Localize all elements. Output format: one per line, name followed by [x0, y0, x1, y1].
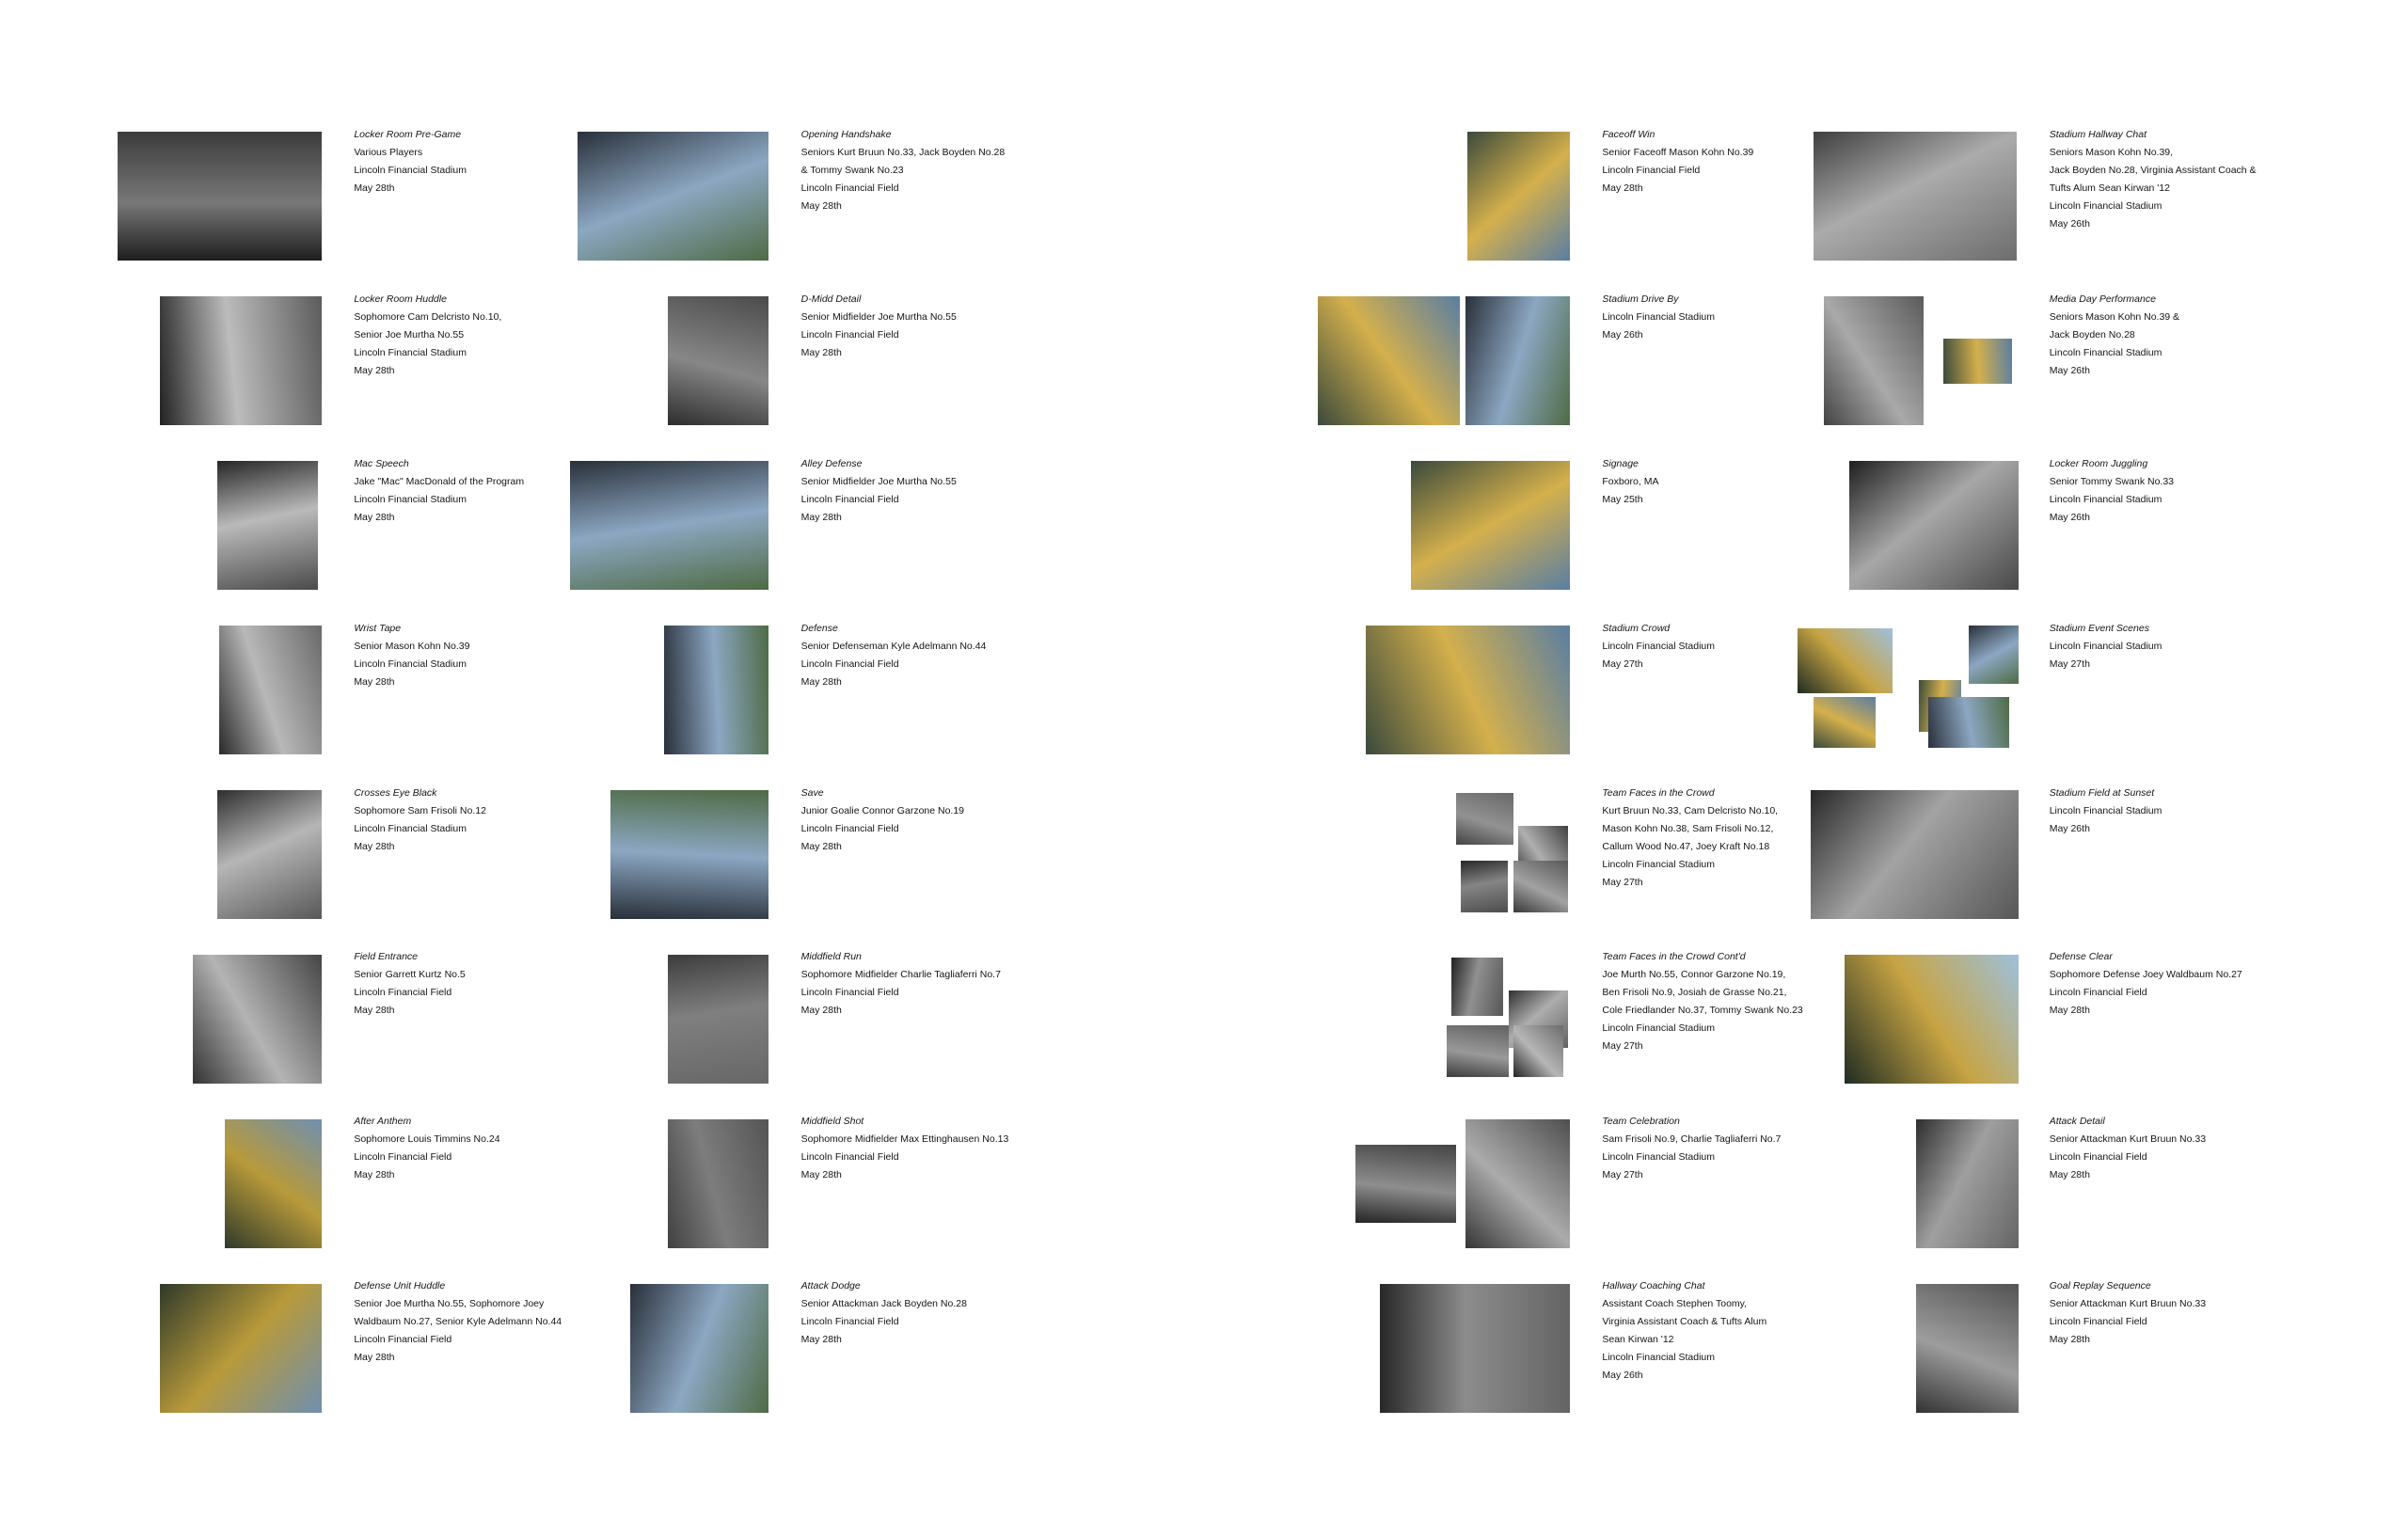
caption-title: Locker Room Pre-Game	[354, 128, 462, 140]
photo-thumbnail	[668, 955, 768, 1084]
caption-line: Seniors Kurt Bruun No.33, Jack Boyden No.28	[800, 146, 1006, 158]
photo-caption	[1602, 784, 1818, 892]
photo-thumbnail	[1814, 697, 1876, 749]
caption-line: May 28th	[354, 1169, 395, 1181]
caption-line: May 28th	[800, 1169, 842, 1181]
caption-line: Lincoln Financial Stadium	[1602, 1352, 1716, 1364]
photo-thumbnail	[1467, 132, 1570, 261]
caption-line: May 28th	[800, 1005, 842, 1017]
caption-line: May 27th	[1602, 876, 1643, 888]
caption-line: Senior Joe Murtha No.55, Sophomore Joey	[354, 1298, 545, 1310]
photo-caption	[2050, 784, 2266, 838]
caption-line: May 28th	[354, 182, 395, 194]
caption-title: Field Entrance	[354, 951, 419, 963]
caption-title: Defense Unit Huddle	[354, 1280, 446, 1292]
photo-thumbnail	[570, 461, 768, 590]
photo-caption	[1602, 1277, 1818, 1385]
caption-title: Defense	[800, 622, 838, 634]
caption-line: Lincoln Financial Field	[800, 328, 899, 341]
caption-title: Stadium Event Scenes	[2049, 622, 2149, 634]
photo-thumbnail	[668, 1119, 768, 1248]
caption-line: May 28th	[354, 1352, 395, 1364]
caption-title: D-Midd Detail	[800, 293, 862, 305]
caption-line: Sophomore Louis Timmins No.24	[354, 1133, 500, 1146]
photo-thumbnail	[1811, 790, 2019, 919]
caption-line: Lincoln Financial Field	[800, 1316, 899, 1328]
photo-caption	[801, 455, 1018, 527]
caption-line: Senior Attackman Kurt Bruun No.33	[2049, 1298, 2207, 1310]
photo-thumbnail	[1824, 296, 1924, 425]
photo-thumbnail	[1928, 697, 2009, 749]
caption-line: Senior Defenseman Kyle Adelmann No.44	[800, 640, 987, 652]
caption-line: Joe Murth No.55, Connor Garzone No.19,	[1602, 969, 1786, 981]
caption-line: Lincoln Financial Field	[2049, 987, 2147, 999]
photo-thumbnail	[664, 626, 768, 754]
photo-caption	[354, 620, 570, 691]
caption-line: May 27th	[1602, 658, 1643, 670]
photo-thumbnail	[160, 296, 322, 425]
photo-thumbnail	[1798, 628, 1893, 692]
caption-line: Lincoln Financial Stadium	[2049, 346, 2162, 358]
caption-title: Team Celebration	[1602, 1116, 1680, 1128]
caption-title: Locker Room Huddle	[354, 293, 447, 305]
photo-thumbnail	[160, 1284, 322, 1413]
caption-title: Team Faces in the Crowd	[1602, 786, 1715, 799]
caption-line: Senior Tommy Swank No.33	[2049, 475, 2174, 487]
caption-line: Foxboro, MA	[1602, 475, 1659, 487]
caption-line: Sam Frisoli No.9, Charlie Tagliaferri No.7	[1602, 1133, 1782, 1146]
caption-line: May 26th	[2049, 364, 2090, 376]
caption-line: May 26th	[1602, 328, 1643, 341]
photo-thumbnail	[1447, 1025, 1509, 1077]
photo-caption	[801, 291, 1018, 362]
photo-thumbnail	[1814, 132, 2017, 261]
caption-line: Sophomore Midfielder Max Ettinghausen No.13	[800, 1133, 1009, 1146]
caption-line: Lincoln Financial Stadium	[1602, 310, 1716, 323]
photo-thumbnail	[1513, 861, 1568, 912]
caption-line: Jack Boyden No.28, Virginia Assistant Coach &	[2049, 164, 2257, 176]
photo-thumbnail	[1318, 296, 1459, 425]
photo-caption	[801, 620, 1018, 691]
caption-line: Sophomore Midfielder Charlie Tagliaferri No.7	[800, 969, 1001, 981]
caption-line: Lincoln Financial Field	[354, 1151, 452, 1164]
caption-line: Mason Kohn No.38, Sam Frisoli No.12,	[1602, 822, 1774, 834]
photo-caption	[354, 455, 570, 527]
photo-caption	[2050, 948, 2266, 1020]
caption-line: Lincoln Financial Stadium	[354, 822, 467, 834]
photo-thumbnail	[668, 296, 768, 425]
photo-caption	[801, 784, 1018, 856]
photo-thumbnail	[1845, 955, 2019, 1084]
caption-line: Lincoln Financial Field	[800, 493, 899, 505]
caption-line: Senior Joe Murtha No.55	[354, 328, 465, 341]
caption-line: Cole Friedlander No.37, Tommy Swank No.23	[1602, 1005, 1803, 1017]
caption-line: May 26th	[2049, 217, 2090, 230]
caption-line: Lincoln Financial Field	[800, 1151, 899, 1164]
caption-line: Lincoln Financial Field	[354, 1334, 452, 1346]
caption-line: Callum Wood No.47, Joey Kraft No.18	[1602, 840, 1770, 852]
photo-caption	[354, 948, 570, 1020]
caption-line: May 28th	[800, 199, 842, 212]
caption-line: Lincoln Financial Stadium	[1602, 858, 1716, 870]
photo-caption	[2050, 1113, 2266, 1184]
caption-line: Junior Goalie Connor Garzone No.19	[800, 804, 965, 816]
caption-line: Sophomore Cam Delcristo No.10,	[354, 310, 502, 323]
caption-title: Opening Handshake	[800, 128, 892, 140]
caption-line: Seniors Mason Kohn No.39 &	[2049, 310, 2180, 323]
photo-caption	[1602, 126, 1818, 198]
caption-line: Lincoln Financial Stadium	[354, 658, 467, 670]
photo-thumbnail	[1355, 1145, 1456, 1222]
caption-line: Senior Attackman Kurt Bruun No.33	[2049, 1133, 2207, 1146]
caption-line: Sophomore Sam Frisoli No.12	[354, 804, 486, 816]
caption-line: Assistant Coach Stephen Toomy,	[1602, 1298, 1748, 1310]
caption-title: Faceoff Win	[1602, 128, 1656, 140]
caption-line: May 28th	[800, 675, 842, 688]
caption-line: Lincoln Financial Stadium	[1602, 1151, 1716, 1164]
caption-title: Stadium Crowd	[1602, 622, 1671, 634]
caption-title: Team Faces in the Crowd Cont'd	[1602, 951, 1746, 963]
photo-thumbnail	[630, 1284, 768, 1413]
caption-line: Lincoln Financial Field	[2049, 1316, 2147, 1328]
photo-thumbnail	[1461, 861, 1508, 912]
photo-caption	[2050, 620, 2266, 673]
caption-title: Alley Defense	[800, 457, 863, 469]
caption-line: Tufts Alum Sean Kirwan '12	[2049, 182, 2170, 194]
caption-line: Lincoln Financial Stadium	[2049, 199, 2162, 212]
caption-line: Senior Garrett Kurtz No.5	[354, 969, 466, 981]
photo-caption	[1602, 291, 1818, 344]
photo-thumbnail	[219, 626, 322, 754]
photo-caption	[2050, 126, 2266, 233]
caption-title: Mac Speech	[354, 457, 409, 469]
caption-line: May 28th	[2049, 1005, 2090, 1017]
caption-line: Lincoln Financial Field	[2049, 1151, 2147, 1164]
photo-caption	[801, 126, 1018, 215]
caption-title: Attack Detail	[2049, 1116, 2105, 1128]
caption-line: May 28th	[354, 675, 395, 688]
caption-line: Lincoln Financial Stadium	[1602, 640, 1716, 652]
caption-line: Lincoln Financial Stadium	[2049, 804, 2162, 816]
caption-line: & Tommy Swank No.23	[800, 164, 904, 176]
caption-title: Goal Replay Sequence	[2049, 1280, 2151, 1292]
photo-thumbnail	[1513, 1025, 1563, 1077]
photo-caption	[2050, 455, 2266, 527]
photo-thumbnail	[578, 132, 768, 261]
caption-line: Lincoln Financial Stadium	[1602, 1022, 1716, 1035]
caption-line: Lincoln Financial Stadium	[354, 493, 467, 505]
photo-thumbnail	[1451, 958, 1502, 1016]
caption-line: Ben Frisoli No.9, Josiah de Grasse No.21,	[1602, 987, 1787, 999]
caption-line: May 28th	[800, 346, 842, 358]
caption-line: Senior Mason Kohn No.39	[354, 640, 470, 652]
caption-title: Stadium Drive By	[1602, 293, 1679, 305]
caption-line: May 28th	[354, 511, 395, 523]
caption-line: Lincoln Financial Stadium	[2049, 640, 2162, 652]
caption-title: Wrist Tape	[354, 622, 402, 634]
photo-caption	[1602, 455, 1818, 509]
caption-line: Lincoln Financial Field	[800, 822, 899, 834]
caption-title: Attack Dodge	[800, 1280, 861, 1292]
caption-line: May 28th	[800, 1334, 842, 1346]
photo-thumbnail	[217, 461, 318, 590]
photo-caption	[801, 1113, 1018, 1184]
caption-line: May 26th	[1602, 1370, 1643, 1382]
photo-caption	[1602, 948, 1818, 1055]
caption-line: May 28th	[354, 840, 395, 852]
caption-line: Lincoln Financial Field	[1602, 164, 1701, 176]
caption-title: After Anthem	[354, 1116, 412, 1128]
caption-line: Lincoln Financial Stadium	[2049, 493, 2162, 505]
photo-caption	[1602, 1113, 1818, 1184]
photo-thumbnail	[1465, 1119, 1570, 1248]
photo-thumbnail	[1943, 339, 2012, 384]
caption-line: May 28th	[1602, 182, 1643, 194]
caption-title: Hallway Coaching Chat	[1602, 1280, 1705, 1292]
caption-line: May 28th	[2049, 1169, 2090, 1181]
photo-caption	[2050, 291, 2266, 380]
photo-caption	[354, 1113, 570, 1184]
photo-thumbnail	[1465, 296, 1570, 425]
caption-line: May 28th	[2049, 1334, 2090, 1346]
photo-thumbnail	[1456, 793, 1513, 845]
photo-thumbnail	[225, 1119, 321, 1248]
caption-line: Virginia Assistant Coach & Tufts Alum	[1602, 1316, 1767, 1328]
caption-line: Senior Midfielder Joe Murtha No.55	[800, 310, 957, 323]
photo-caption	[801, 948, 1018, 1020]
caption-line: May 26th	[2049, 822, 2090, 834]
caption-title: Defense Clear	[2049, 951, 2113, 963]
photo-caption	[354, 1277, 570, 1367]
caption-title: Middfield Run	[800, 951, 862, 963]
caption-line: Waldbaum No.27, Senior Kyle Adelmann No.44	[354, 1316, 562, 1328]
caption-line: Jack Boyden No.28	[2049, 328, 2135, 341]
caption-title: Stadium Hallway Chat	[2049, 128, 2147, 140]
photo-thumbnail	[1380, 1284, 1569, 1413]
caption-line: Lincoln Financial Field	[354, 987, 452, 999]
caption-line: Seniors Mason Kohn No.39,	[2049, 146, 2174, 158]
photo-thumbnail	[1411, 461, 1569, 590]
caption-line: Jake "Mac" MacDonald of the Program	[354, 475, 525, 487]
photo-thumbnail	[1849, 461, 2019, 590]
caption-line: May 27th	[1602, 1169, 1643, 1181]
caption-line: Sophomore Defense Joey Waldbaum No.27	[2049, 969, 2242, 981]
photo-thumbnail	[118, 132, 321, 261]
caption-line: Lincoln Financial Field	[800, 987, 899, 999]
photo-caption	[1602, 620, 1818, 673]
caption-line: May 28th	[354, 1005, 395, 1017]
caption-line: May 27th	[2049, 658, 2090, 670]
caption-line: May 28th	[354, 364, 395, 376]
caption-title: Media Day Performance	[2049, 293, 2156, 305]
photo-thumbnail	[1916, 1119, 2019, 1248]
caption-line: May 28th	[800, 511, 842, 523]
photo-caption	[354, 291, 570, 380]
photo-caption	[354, 126, 570, 198]
photo-thumbnail	[1366, 626, 1569, 754]
caption-line: Various Players	[354, 146, 423, 158]
photo-caption	[354, 784, 570, 856]
photo-thumbnail	[217, 790, 322, 919]
photo-thumbnail	[1969, 626, 2019, 684]
photo-thumbnail	[610, 790, 768, 919]
caption-title: Signage	[1602, 457, 1639, 469]
caption-line: Senior Faceoff Mason Kohn No.39	[1602, 146, 1754, 158]
caption-line: Lincoln Financial Stadium	[354, 346, 467, 358]
caption-title: Middfield Shot	[800, 1116, 864, 1128]
photo-thumbnail	[193, 955, 322, 1084]
caption-line: Lincoln Financial Field	[800, 658, 899, 670]
caption-line: May 26th	[2049, 511, 2090, 523]
caption-line: Lincoln Financial Stadium	[354, 164, 467, 176]
photo-caption	[801, 1277, 1018, 1349]
caption-title: Stadium Field at Sunset	[2049, 786, 2155, 799]
caption-line: Kurt Bruun No.33, Cam Delcristo No.10,	[1602, 804, 1779, 816]
caption-line: Senior Midfielder Joe Murtha No.55	[800, 475, 957, 487]
caption-line: Lincoln Financial Field	[800, 182, 899, 194]
caption-line: Senior Attackman Jack Boyden No.28	[800, 1298, 967, 1310]
photo-thumbnail	[1916, 1284, 2019, 1413]
photo-caption	[2050, 1277, 2266, 1349]
caption-title: Locker Room Juggling	[2049, 457, 2148, 469]
caption-line: Sean Kirwan '12	[1602, 1334, 1674, 1346]
caption-title: Crosses Eye Black	[354, 786, 437, 799]
caption-line: May 27th	[1602, 1040, 1643, 1053]
caption-line: May 28th	[800, 840, 842, 852]
caption-title: Save	[800, 786, 824, 799]
caption-line: May 25th	[1602, 493, 1643, 505]
